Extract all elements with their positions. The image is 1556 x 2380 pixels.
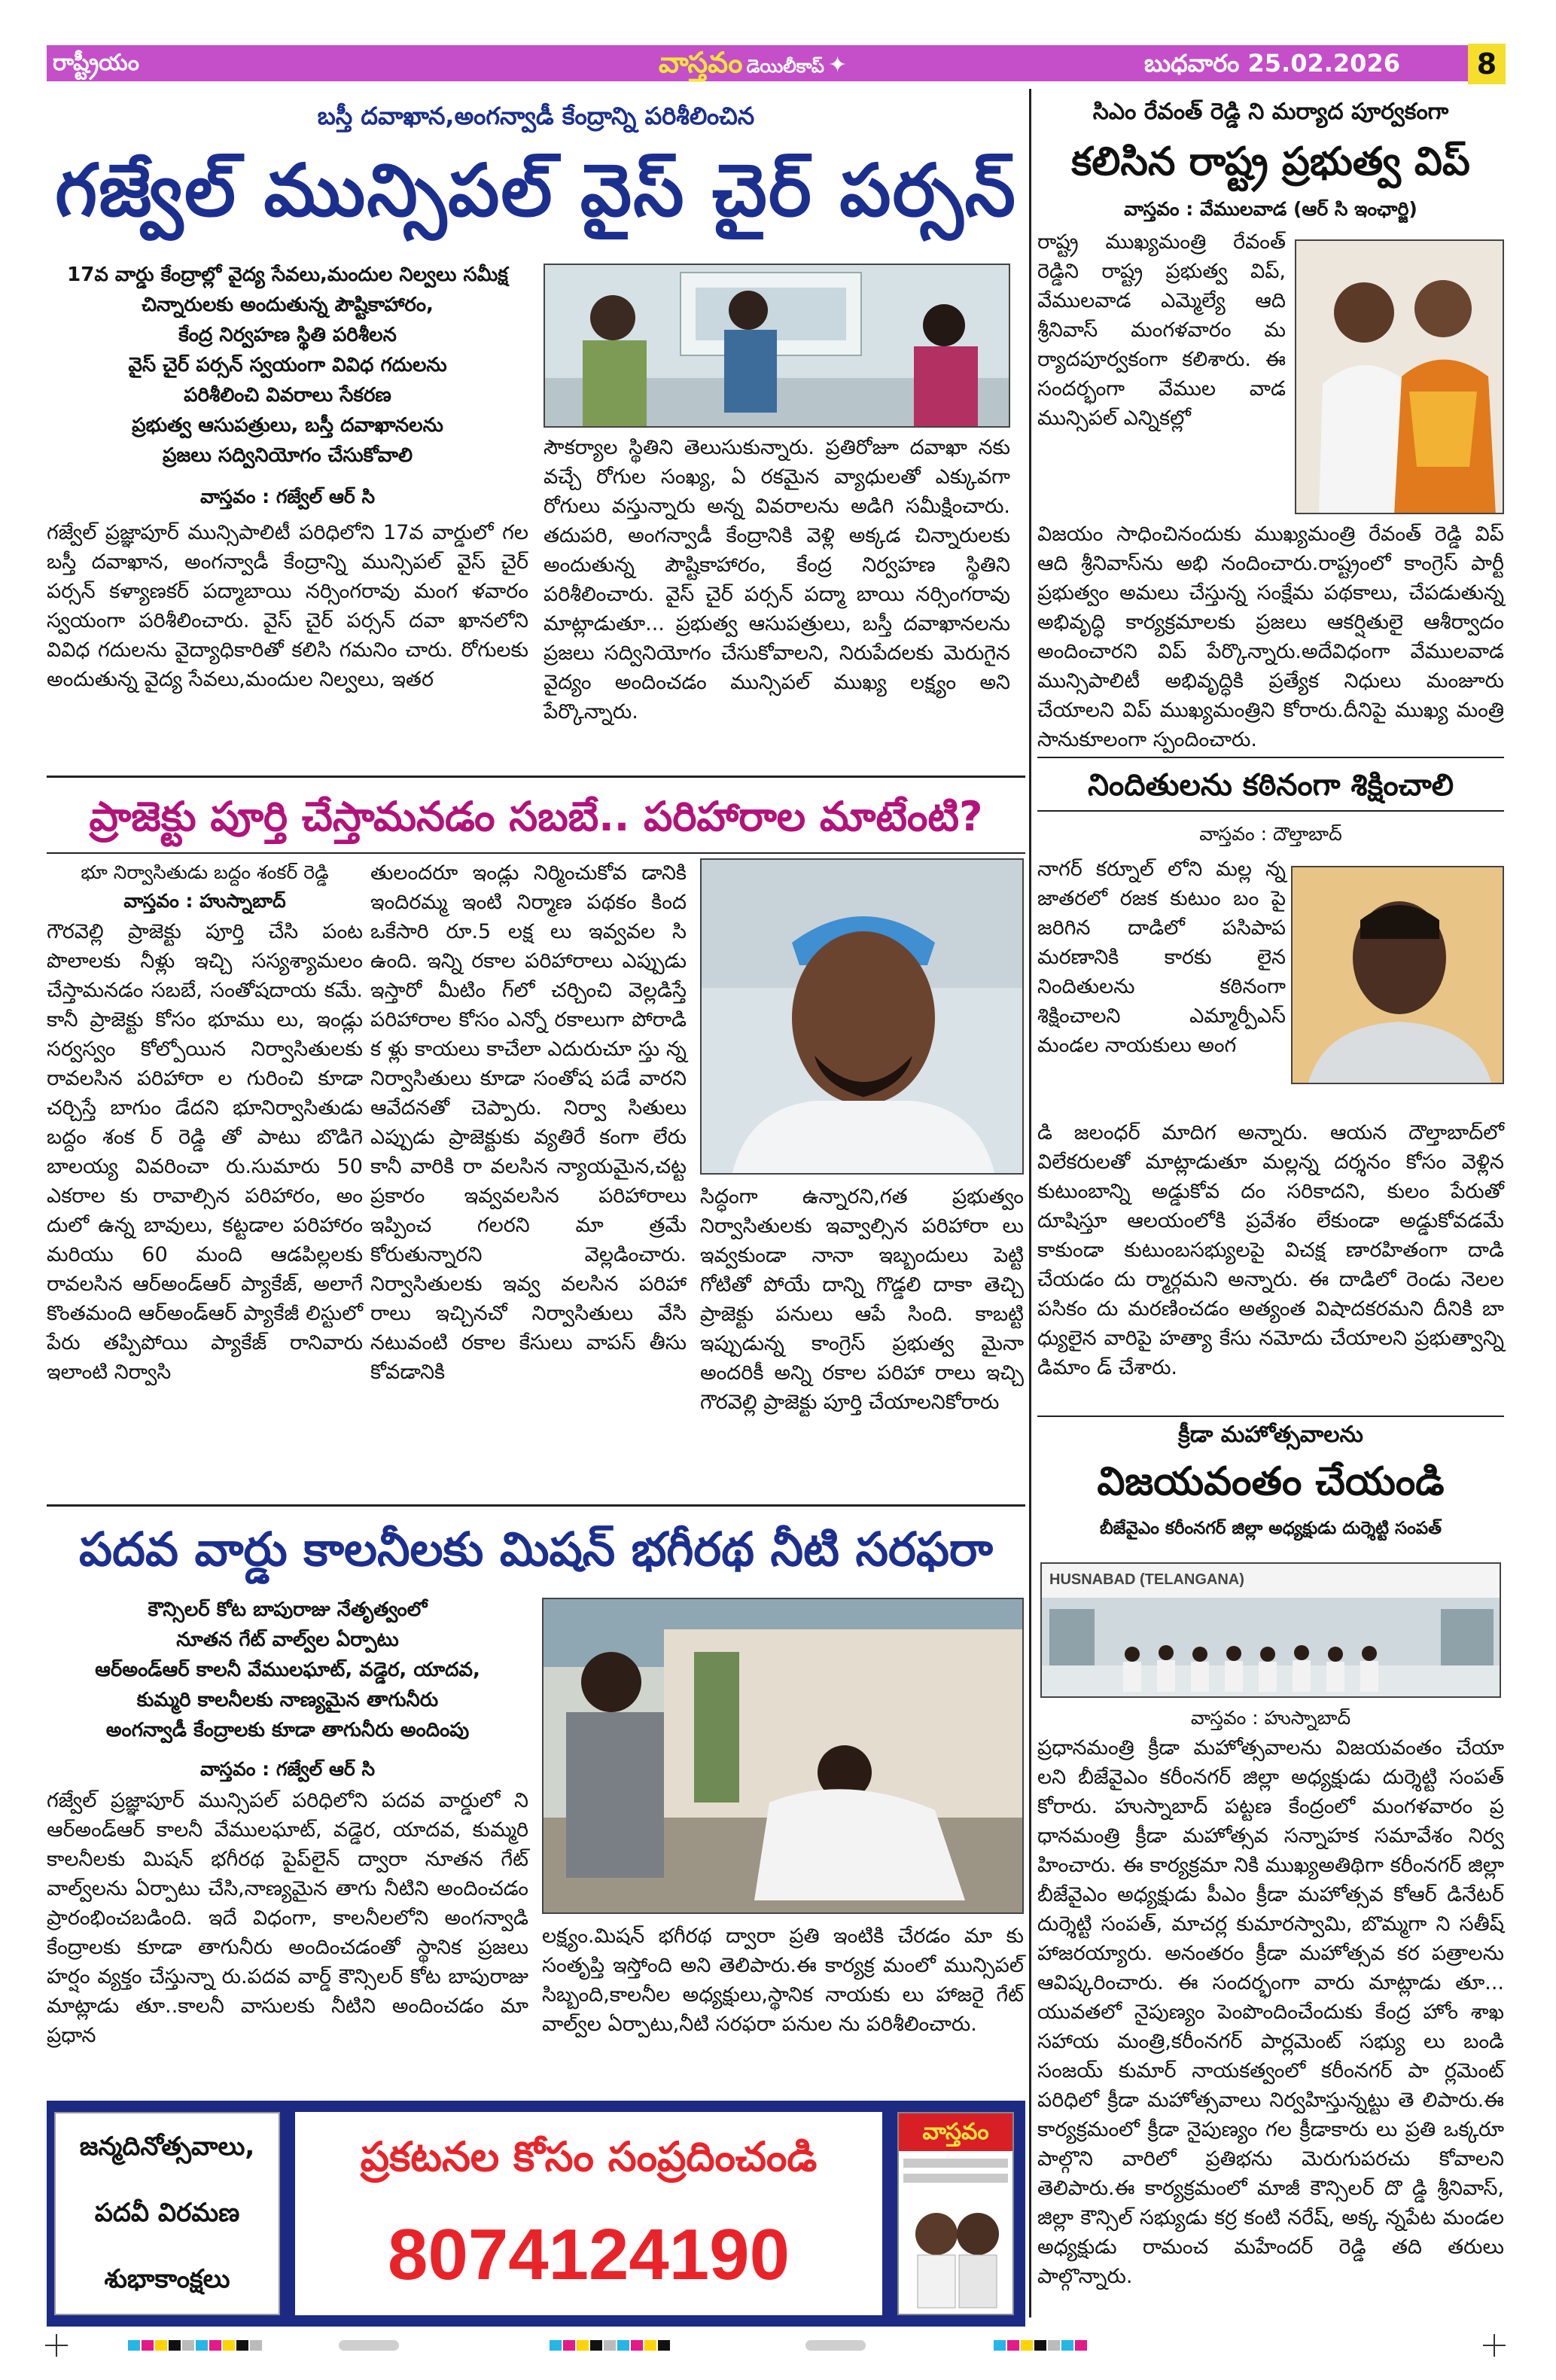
story6-photo-meeting <box>1040 1562 1501 1698</box>
story4-dateline: వాస్తవం : హుస్నాబాద్ <box>123 890 286 912</box>
story5-highlight: కుమ్మరి కాలనీలకు నాణ్యమైన తాగునీరు <box>136 1689 439 1711</box>
ad-center-panel <box>295 2112 882 2315</box>
mini-newspaper-photo <box>899 2151 1012 2314</box>
ad-left-line: జన్మదినోత్సవాలు, <box>79 2132 255 2162</box>
story5-photo-water <box>542 1598 1024 1914</box>
masthead-sub: డెయిలీకాప్ <box>746 56 824 77</box>
story-separator <box>47 852 1025 854</box>
story4-byline: భూ నిర్వాసితుడు బద్దం శంకర్ రెడ్డి <box>81 861 329 883</box>
story3-rest: డి జలంధర్ మాదిగ అన్నారు. ఆయన దౌల్తాబాద్‌లో విలేకరులతో మాట్లాడుతూ మల్లన్న దర్శనం కోసం వెళ్లిన కుటుంబాన్ని అడ్డుకోవ దం సరికాదని, కులం పేరుతో దూషిస్తూ ఆలయంలోకి ప్రవేశం లేకుండా అడ్డుకోవడమే కాకుండా కుటుంబసభ్యులపై విచక్ష ణారహితంగా దాడి చేయడం దు ర్మార్గమని అన్నారు. ఈ దాడిలో రెండు నెలల పసికం దు మరణించడం అత్యంత విషాదకరమని దీనికి బా ధ్యులైన వారిపై హత్యా కేసు నమోదు చేయాలని ప్రభుత్వాన్ని డిమాం డ్ చేశారు. <box>1037 1121 1504 1379</box>
story6-kicker: క్రీడా మహోత్సవాలను <box>1178 1422 1363 1448</box>
story1-photo-clinic <box>544 264 1010 428</box>
story1-col2: సౌకర్యాల స్థితిని తెలుసుకున్నారు. ప్రతిరోజూ దవాఖా నకు వచ్చే రోగుల సంఖ్య, ఏ రకమైన వ్యాధులతో ఎక్కువగా రోగులు వస్తున్నారు అన్న వివరాలను అడిగి సమీక్షించారు. తదుపరి, అంగన్వాడీ కేంద్రానికి వెళ్లి అక్కడ చిన్నారులకు అందుతున్న పౌష్టికాహారం, కేంద్ర నిర్వహణ స్థితిని పరిశీలించారు. వైస్ చైర్ పర్సన్ పద్మా బాయి నర్సింగరావు మాట్లాడుతూ... ప్రభుత్వ ఆసుపత్రులు, బస్తీ దవాఖానలను ప్రజలు సద్వినియోగం చేసుకోవాలని, నిరుపేదలకు మెరుగైన వైద్యం అందించడం మున్సిపల్ ముఖ్య లక్ష్యం అని పేర్కొన్నారు. <box>544 436 1010 724</box>
story1-highlight: కేంద్ర నిర్వహణ స్థితి పరిశీలన <box>178 324 397 346</box>
story4-photo-portrait <box>700 858 1024 1175</box>
story2-dateline: వాస్తవం : వేములవాడ (ఆర్ సి ఇంఛార్జి) <box>1124 198 1417 220</box>
story5-highlight: అంగన్వాడీ కేంద్రాలకు కూడా తాగునీరు అందింపు <box>105 1719 470 1742</box>
story5-highlights <box>47 1595 528 1753</box>
story6-dateline: వాస్తవం : హుస్నాబాద్ <box>1190 1707 1351 1729</box>
story1-col1: గజ్వేల్ ప్రజ్ఞాపూర్ మున్సిపాలిటీ పరిధిలోని 17వ వార్డులో గల బస్తీ దవాఖాన, అంగన్వాడీ కేంద్రాన్ని మున్సిపల్ వైస్ చైర్ పర్సన్ కళ్యాణకర్ పద్మాబాయి నర్సింగరావు మంగ ళవారం స్వయంగా పరిశీలించారు. వైస్ చైర్ పర్సన్ దవా ఖానలోని వివిధ గదులను వైద్యాధికారితో కలిసి గమనిం చారు. రోగులకు అందుతున్న వైద్య సేవలు,మందుల నిల్వలు, ఇతర <box>47 521 528 691</box>
story1-highlight: 17వ వార్డు కేంద్రాల్లో వైద్య సేవలు,మందుల నిల్వలు సమీక్ష <box>67 264 508 286</box>
story3-dateline: వాస్తవం : దౌల్తాబాద్ <box>1199 823 1342 845</box>
story3-headline: నిందితులను కఠినంగా శిక్షించాలి <box>1087 768 1454 803</box>
story2-photo-meeting <box>1295 239 1504 514</box>
ad-left-line: పదవీ విరమణ <box>94 2198 240 2228</box>
ad-mini-newspaper <box>897 2112 1014 2315</box>
story1-highlight: ప్రభుత్వ ఆసుపత్రులు, బస్తీ దవాఖానలను <box>132 414 443 437</box>
story5-headline: పదవ వార్డు కాలనీలకు మిషన్ భగీరథ నీటి సరఫరా <box>78 1522 993 1577</box>
issue-date: బుధవారం 25.02.2026 <box>1144 49 1400 78</box>
story1-dateline: వాస్తవం : గజ్వేల్ ఆర్ సి <box>200 486 375 507</box>
ad-headline: ప్రకటనల కోసం సంప్రదించండి <box>360 2133 818 2180</box>
ad-left-line: శుభాకాంక్షలు <box>104 2264 230 2294</box>
story-separator <box>1037 1416 1504 1417</box>
story5-col2: లక్ష్యం.మిషన్ భగీరథ ద్వారా ప్రతి ఇంటికి చేరడం మా కు సంతృప్తి ఇస్తోంది అని తెలిపారు.ఈ కార్యక్ర మంలో మున్సిపల్ సిబ్బంది,కాలనీల అధ్యక్షులు,స్థానిక నాయకు లు హాజరై గేట్ వాల్వ్‌ల ఏర్పాటు,నీటి సరఫరా పనుల ను పరిశీలించారు. <box>542 1924 1024 2036</box>
print-color-bar <box>38 2334 1513 2357</box>
story2-rest: విజయం సాధించినందుకు ముఖ్యమంత్రి రేవంత్ రెడ్డి విప్ ఆది శ్రీనివాస్‌ను అభి నందించారు.రాష్ట్రంలో కాంగ్రెస్ పార్టీ ప్రభుత్వం అమలు చేస్తున్న సంక్షేమ పథకాలు, చేపడుతున్న అభివృద్ధి కార్యక్రమాలకు ప్రజలు ఆకర్షితులై ఆశీర్వాదం అందించారని విప్ పేర్కొన్నారు.అదేవిధంగా వేములవాడ మున్సిపాలిటీ అభివృద్ధికి ప్రత్యేక నిధులు మంజూరు చేయాలని విప్ ముఖ్యమంత్రిని కోరారు.దీనిపై ముఖ్య మంత్రి సానుకూలంగా స్పందించారు. <box>1037 523 1504 751</box>
column-rule <box>1029 89 1031 2318</box>
story5-highlight: నూతన గేట్ వాల్వ్‌ల ఏర్పాటు <box>176 1629 399 1651</box>
story-separator <box>1037 757 1504 758</box>
gate-valve-inspection-image <box>544 1599 1024 1914</box>
ad-left-panel <box>54 2112 280 2315</box>
story6-byline: బీజేవైఎం కరీంనగర్ జిల్లా అధ్యక్షుడు దుర్శెట్టి సంపత్ <box>1099 1519 1442 1538</box>
story6-photo-sign: HUSNABAD (TELANGANA) <box>1049 1571 1244 1588</box>
story1-headline: గజ్వేల్ మున్సిపల్ వైస్ చైర్ పర్సన్ <box>55 148 1017 233</box>
story4-col3: సిద్ధంగా ఉన్నారని,గత ప్రభుత్వం నిర్వాసితులకు ఇవ్వాల్సిన పరిహారా లు ఇవ్వకుండా నానా ఇబ్బందులు పెట్టి గోటితో పోయే దాన్ని గొడ్డలి దాకా తెచ్చి ప్రాజెక్టు పనులు ఆపే సింది. కాబట్టి ఇప్పుడున్న కాంగ్రెస్ ప్రభుత్వ మైనా అందరికీ అన్ని రకాల పరిహా రాలు ఇచ్చి గౌరవెల్లి ప్రాజెక్టు పూర్తి చేయాలనికోరారు <box>700 1185 1024 1414</box>
story3-lead: నాగర్ కర్నూల్ లోని మల్ల న్న జాతరలో రజక కుటుం బం పై జరిగిన దాడిలో పసిపాప మరణానికి కారకు లైన నిందితులను కఠినంగా శిక్షించాలని ఎమ్మార్పీఎస్ మండల నాయకులు అంగ <box>1037 858 1286 1057</box>
ad-mini-masthead: వాస్తవం <box>899 2113 1012 2151</box>
story1-kicker: బస్తీ దవాఖాన,అంగన్వాడీ కేంద్రాన్ని పరిశీలించిన <box>317 102 755 130</box>
story5-dateline: వాస్తవం : గజ్వేల్ ఆర్ సి <box>200 1758 375 1780</box>
story6-body: ప్రధానమంత్రి క్రీడా మహోత్సవాలను విజయవంతం చేయా లని బీజేవైఎం కరీంనగర్ జిల్లా అధ్యక్షుడు దుర్శెట్టి సంపత్ కోరారు. హుస్నాబాద్ పట్టణ కేంద్రంలో మంగళవారం ప్ర ధానమంత్రి క్రీడా మహోత్సవ సన్నాహక సమావేశం నిర్వ హించారు. ఈ కార్యక్రమా నికి ముఖ్యఅతిథిగా కరీంనగర్ జిల్లా బీజేవైఎం అధ్యక్షుడు పీఎం క్రీడా మహోత్సవ కోఆర్ డినేటర్ దుర్శెట్టి సంపత్, మాచర్ల కుమారస్వామి, బొమ్మగా ని సతీష్ హాజరయ్యారు. అనంతరం క్రీడా మహోత్సవ కర పత్రాలను ఆవిష్కరించారు. ఈ సందర్భంగా వారు మాట్లాడు తూ... యువతలో నైపుణ్యం పెంపొందించేందుకు కేంద్ర హోం శాఖ సహాయ మంత్రి,కరీంనగర్ పార్లమెంట్ సభ్యు లు బండి సంజయ్ కుమార్ నాయకత్వంలో కరీంనగర్ పా ర్లమెంట్ పరిధిలో క్రీడా మహోత్సవాలు నిర్వహిస్తున్నట్టు తె లిపారు.ఈ కార్యక్రమంలో క్రీడా నైపుణ్యం గల క్రీడాకారు లు ప్రతి ఒక్కరూ పాల్గొని వారిలో ప్రతిభను మెరుగుపరచు కోవాలని తెలిపారు.ఈ కార్యక్రమంలో మాజీ కౌన్సిలర్ దొ డ్డి శ్రీనివాస్, జిల్లా కౌన్సిల్ సభ్యుడు కర్ర కంటి నరేష్, అక్క న్నపేట మండల అధ్యక్షుడు రామంచ మహేందర్ రెడ్డి తది తరులు పాల్గొన్నారు. <box>1037 1736 1504 2288</box>
story1-highlights <box>47 260 528 478</box>
page-number: 8 <box>1468 44 1506 84</box>
story6-headline: విజయవంతం చేయండి <box>1097 1459 1445 1504</box>
masthead-title: వాస్తవం <box>658 46 743 79</box>
masthead <box>595 44 911 81</box>
story3-photo-leader <box>1291 866 1504 1084</box>
story4-col1: గౌరవెల్లి ప్రాజెక్టు పూర్తి చేసి పంట పొలాలకు నీళ్లు ఇచ్చి సస్యశ్యామలం చేస్తామనడం సబబే, సంతోషదాయ కమే. కానీ ప్రాజెక్టు కోసం భూము లు, ఇండ్లు సర్వస్వం కోల్పోయిన నిర్వాసితులకు రావలసిన పరిహారా ల గురించి కూడా చర్చిస్తే బాగుం డేదని భూనిర్వాసితుడు బద్దం శంక ర్ రెడ్డి తో పాటు బొడిగె బాలయ్య వివరించా రు.సుమారు 50 ఎకరాల కు రావాల్సిన పరిహారం, అం దులో ఉన్న బావులు, కట్టడాల పరిహారం మరియు 60 మంది ఆడపిల్లలకు రావలసిన ఆర్అండ్ఆర్ ప్యాకేజ్, అలాగే కొంతమంది ఆర్అండ్ఆర్ ప్యాకేజీ లిస్టులో పేరు తప్పిపోయి ప్యాకేజ్ రానివారు ఇలాంటి నిర్వాసి <box>47 920 363 1384</box>
clinic-visit-image <box>545 265 1010 428</box>
leader-portrait-image <box>1293 867 1504 1084</box>
masthead-bird-icon: ✦ <box>828 52 848 78</box>
story5-highlight: కౌన్సిలర్ కోట బాపురాజు నేతృత్వంలో <box>148 1598 428 1621</box>
story2-lead: రాష్ట్ర ముఖ్యమంత్రి రేవంత్ రెడ్డిని రాష్ట్ర ప్రభుత్వ విప్, వేములవాడ ఎమ్మెల్యే ఆది శ్రీనివాస్ మంగళవారం మ ర్యాదపూర్వకంగా కలిశారు. ఈ సందర్భంగా వేముల వాడ మున్సిపల్ ఎన్నికల్లో <box>1037 230 1286 430</box>
man-portrait-image <box>702 860 1024 1175</box>
section-label: రాష్ట్రీయం <box>53 50 139 76</box>
story2-headline: కలిసిన రాష్ట్ర ప్రభుత్వ విప్ <box>1071 139 1470 184</box>
story1-highlight: చిన్నారులకు అందుతున్న పౌష్టికాహారం, <box>142 294 434 316</box>
story1-highlight: వైస్ చైర్ పర్సన్ స్వయంగా వివిధ గదులను <box>128 354 447 376</box>
story2-kicker: సిఎం రేవంత్ రెడ్డి ని మర్యాద పూర్వకంగా <box>1092 99 1449 125</box>
story5-col1: గజ్వేల్ ప్రజ్ఞాపూర్ మున్సిపల్ పరిధిలోని పదవ వార్డులో ని ఆర్అండ్ఆర్ కాలనీ వేములఘాట్, వడ్డెర, యాదవ, కుమ్మరి కాలనీలకు మిషన్ భగీరథ పైప్‌లైన్ ద్వారా నూతన గేట్ వాల్వ్‌లను ఏర్పాటు చేసి,నాణ్యమైన తాగు నీటిని అందించడం ప్రారంభించబడింది. ఇదే విధంగా, కాలనీలలోని అంగన్వాడి కేంద్రాలకు కూడా తాగునీరు అందించడంతో స్థానిక ప్రజలు హర్షం వ్యక్తం చేస్తున్నా రు.పదవ వార్డ్ కౌన్సిలర్ కోట బాపురాజు మాట్లాడు తూ..కాలనీ వాసులకు నీటిని అందించడం మా ప్రధాన <box>47 1789 528 2047</box>
cm-meeting-image <box>1296 241 1504 514</box>
ad-phone: 8074124190 <box>388 2214 790 2295</box>
story-separator <box>47 776 1025 778</box>
registration-marks <box>38 2334 1513 2357</box>
story5-highlight: ఆర్అండ్ఆర్ కాలనీ వేములఘాట్, వడ్డెర, యాదవ, <box>95 1659 480 1681</box>
story-separator <box>1037 810 1504 812</box>
story1-highlight: ప్రజలు సద్వినియోగం చేసుకోవాలి <box>162 444 413 467</box>
story-separator <box>47 1504 1025 1507</box>
advertisement-box <box>47 2101 1025 2327</box>
story4-headline: ప్రాజెక్టు పూర్తి చేస్తామనడం సబబే.. పరిహారాల మాటేంటి? <box>89 793 983 840</box>
story4-col2: తులందరూ ఇండ్లు నిర్మించుకోవ డానికి ఇందిరమ్మ ఇంటి నిర్మాణ పథకం కింద ఒకేసారి రూ.5 లక్ష లు ఇవ్వవల సి ఉంది. ఇన్ని రకాల పరిహారాలు ఎప్పుడు ఇస్తారో మీటిం గ్‌లో చర్చించి వెల్లడిస్తే పరిహారాల కోసం ఎన్నో రకాలుగా పోరాడి క ళ్లు కాయలు కాచేలా ఎదురుచూ స్తు న్న నిర్వాసితులు కూడా సంతోష పడే వారని ఆవేదనతో చెప్పారు. నిర్వా సితులు ఎప్పుడు ప్రాజెక్టుకు వ్యతిరే కంగా లేరు కానీ వారికి రా వలసిన న్యాయమైన,చట్ట ప్రకారం ఇవ్వవలసిన పరిహారాలు ఇప్పించ గలరని మా త్రమే కోరుతున్నారని వెల్లడించారు. నిర్వాసితులకు ఇవ్వ వలసిన పరిహా రాలు ఇచ్చినచో నిర్వాసితులు వేసి నటువంటి రకాల కేసులు వాపస్ తీసు కోవడానికి <box>370 861 687 1384</box>
story1-highlight: పరిశీలించి వివరాలు సేకరణ <box>184 384 391 407</box>
